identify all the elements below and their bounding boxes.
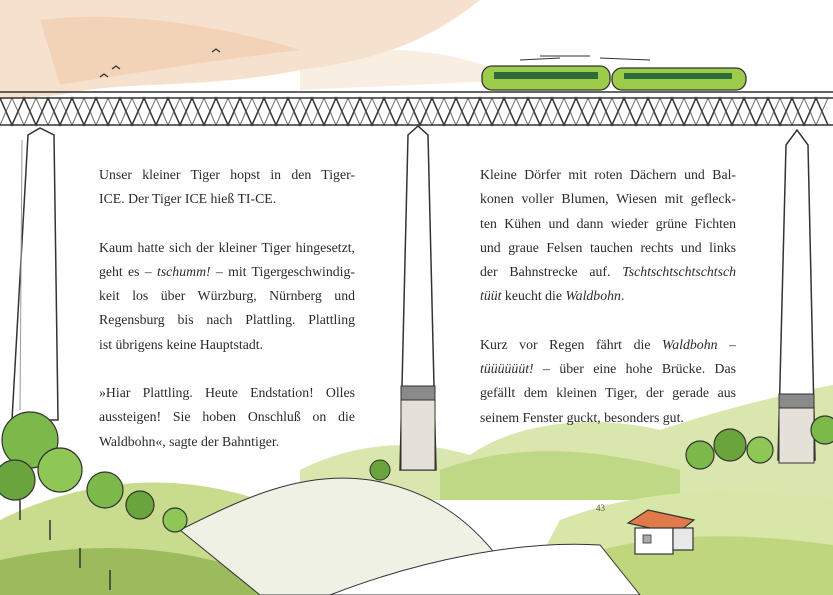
sound-word: Tschtschtschtschtsch: [622, 264, 736, 280]
text-line: [480, 357, 736, 381]
text-line: Kleine Dörfer mit roten Dächern und Bal-: [480, 167, 736, 182]
text-line: seinem Fenster guckt, besonders gut.: [480, 409, 684, 425]
bridge-truss: [0, 92, 833, 125]
paragraph: [99, 381, 355, 454]
text-line: gefällt dem kleinen Tiger, der gerade aus: [480, 385, 736, 401]
text-line: [99, 260, 355, 284]
sky-wash: [0, 0, 520, 100]
sound-word: tüüüüüüt!: [480, 361, 534, 377]
paragraph: [480, 333, 736, 430]
text-line: ten Kühen und dann wieder grüne Fichten: [480, 215, 736, 231]
bridge-pillar-left: [12, 128, 58, 420]
text-line: Kaum hatte sich der kleiner Tiger hingesetzt,: [99, 239, 355, 255]
right-text-column: [480, 163, 736, 454]
text-line: »Hiar Plattling. Heute Endstation! Olles: [99, 385, 355, 401]
text-line: [480, 260, 736, 284]
text-run: keucht die: [501, 288, 566, 304]
sound-word: tüüt: [480, 288, 502, 304]
text-line: ist übrigens keine Hauptstadt.: [99, 336, 263, 352]
text-run: geht es –: [99, 263, 157, 279]
text-line: Unser kleiner Tiger hopst in den Tiger-: [99, 167, 355, 182]
text-line: [480, 284, 736, 308]
text-run: .: [620, 288, 625, 304]
text-run: – mit Tigergeschwindig-: [210, 263, 355, 279]
text-line: [480, 333, 736, 357]
meadows: [0, 478, 833, 595]
text-line: ICE. Der Tiger ICE hieß TI-CE.: [99, 191, 277, 207]
text-line: keit los über Würzburg, Nürnberg und: [99, 288, 355, 304]
paragraph: [99, 236, 355, 357]
text-run: der Bahnstrecke auf.: [480, 264, 623, 280]
text-run: Kurz vor Regen fährt die: [480, 336, 663, 352]
train: [482, 56, 746, 90]
left-text-column: [99, 163, 355, 478]
text-line: Waldbohn«, sagte der Bahntiger.: [99, 433, 280, 449]
text-line: aussteigen! Sie hoben Onschluß on die: [99, 409, 355, 425]
train-name: Waldbohn: [565, 288, 621, 304]
bridge-pillar-middle: [400, 126, 436, 470]
page-number: 43: [596, 503, 605, 513]
sound-word: tschumm!: [156, 263, 211, 279]
train-name: Waldbohn: [662, 336, 718, 352]
text-run: –: [717, 336, 736, 352]
bridge-pillar-right: [778, 130, 815, 463]
text-line: und graue Felsen tauchen rechts und links: [480, 239, 736, 255]
text-run: – über eine hohe Brücke. Das: [533, 361, 736, 377]
paragraph: [480, 163, 736, 309]
text-line: Regensburg bis nach Plattling. Plattling: [99, 312, 355, 328]
paragraph: [99, 163, 355, 212]
text-line: konen voller Blumen, Wiesen mit gefleck-: [480, 191, 736, 207]
